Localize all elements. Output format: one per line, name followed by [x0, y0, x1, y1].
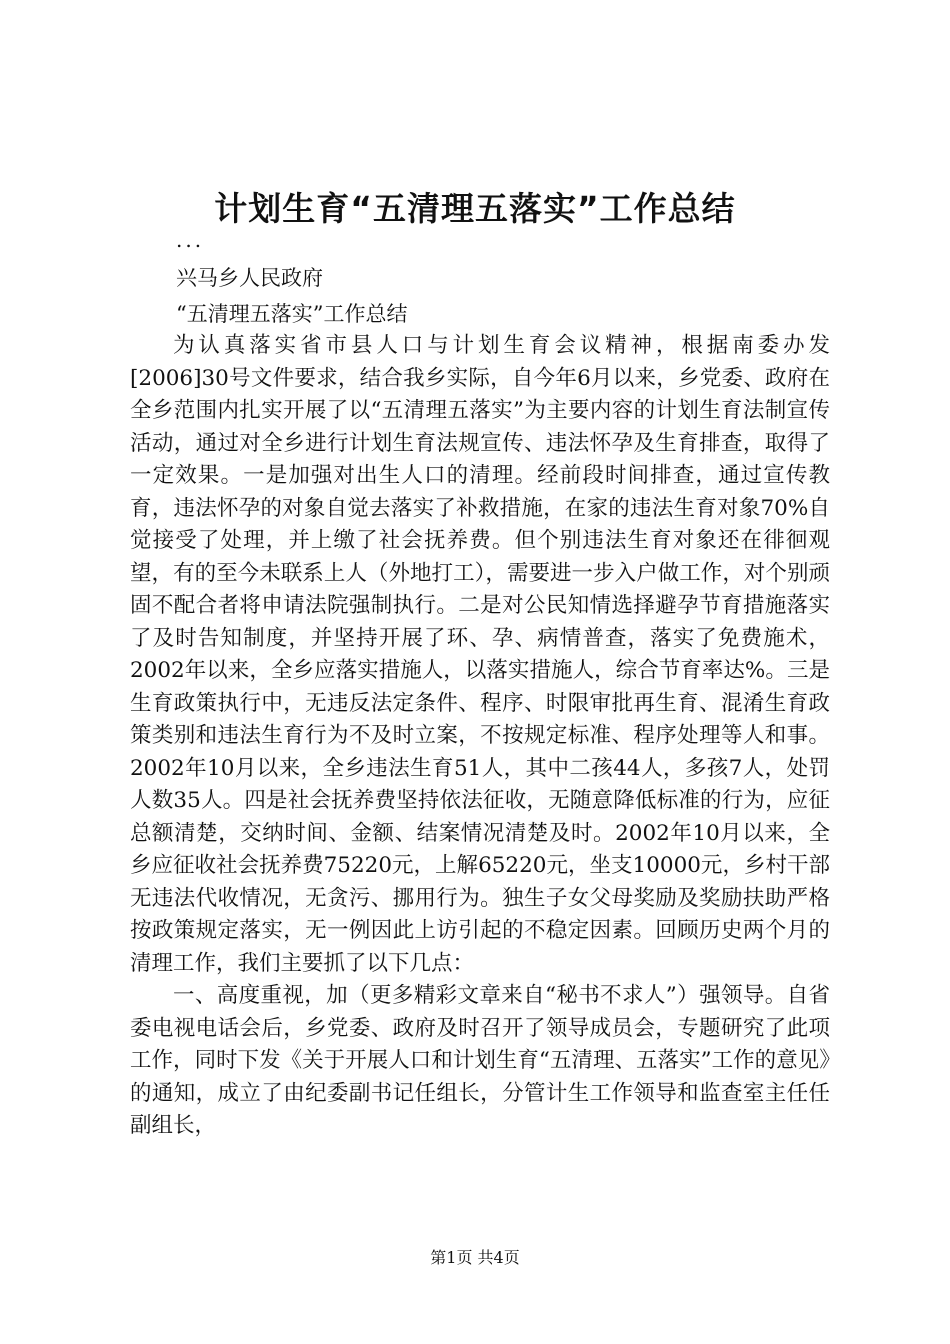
document-title: 计划生育“五清理五落实”工作总结 — [214, 189, 736, 228]
document-body — [130, 330, 830, 1143]
body-paragraph: 为认真落实省市县人口与计划生育会议精神，根据南委办发[2006]30号文件要求，结合我乡实际，自今年6月以来，乡党委、政府在全乡范围内扎实开展了以“五清理五落实”为主要内容的计划生育法制宣传活动，通过对全乡进行计划生育法规宣传、违法怀孕及生育排查，取得了一定效果。一是加强对出生人口的清理。经前段时间排查，通过宣传教育，违法怀孕的对象自觉去落实了补救措施，在家的违法生育对象70%自觉接受了处理，并上缴了社会抚养费。但个别违法生育对象还在徘徊观望，有的至今未联系上人（外地打工），需要进一步入户做工作，对个别顽固不配合者将申请法院强制执行。二是对公民知情选择避孕节育措施落实了及时告知制度，并坚持开展了环、孕、病情普查，落实了免费施术，2002年以来，全乡应落实措施人，以落实措施人，综合节育率达%。三是生育政策执行中，无违反法定条件、程序、时限审批再生育、混淆生育政策类别和违法生育行为不及时立案，不按规定标准、程序处理等人和事。2002年10月以来，全乡违法生育51人，其中二孩44人，多孩7人，处罚人数35人。四是社会抚养费坚持依法征收，无随意降低标准的行为，应征总额清楚，交纳时间、金额、结案情况清楚及时。2002年10月以来，全乡应征收社会抚养费75220元，上解65220元，坐支10000元，乡村干部无违法代收情况，无贪污、挪用行为。独生子女父母奖励及奖励扶助严格按政策规定落实，无一例因此上访引起的不稳定因素。回顾历史两个月的清理工作，我们主要抓了以下几点： — [130, 333, 830, 976]
document-subtitle: “五清理五落实”工作总结 — [176, 302, 408, 326]
page-number-footer: 第1页 共4页 — [430, 1248, 520, 1267]
organization-name: 兴马乡人民政府 — [176, 266, 323, 290]
ellipsis-marker: ... — [176, 228, 205, 252]
body-paragraph: 一、高度重视，加（更多精彩文章来自“秘书不求人”）强领导。自省委电视电话会后，乡党委、政府及时召开了领导成员会，专题研究了此项工作，同时下发《关于开展人口和计划生育“五清理、五落实”工作的意见》的通知，成立了由纪委副书记任组长，分管计生工作领导和监查室主任任副组长， — [130, 983, 830, 1138]
